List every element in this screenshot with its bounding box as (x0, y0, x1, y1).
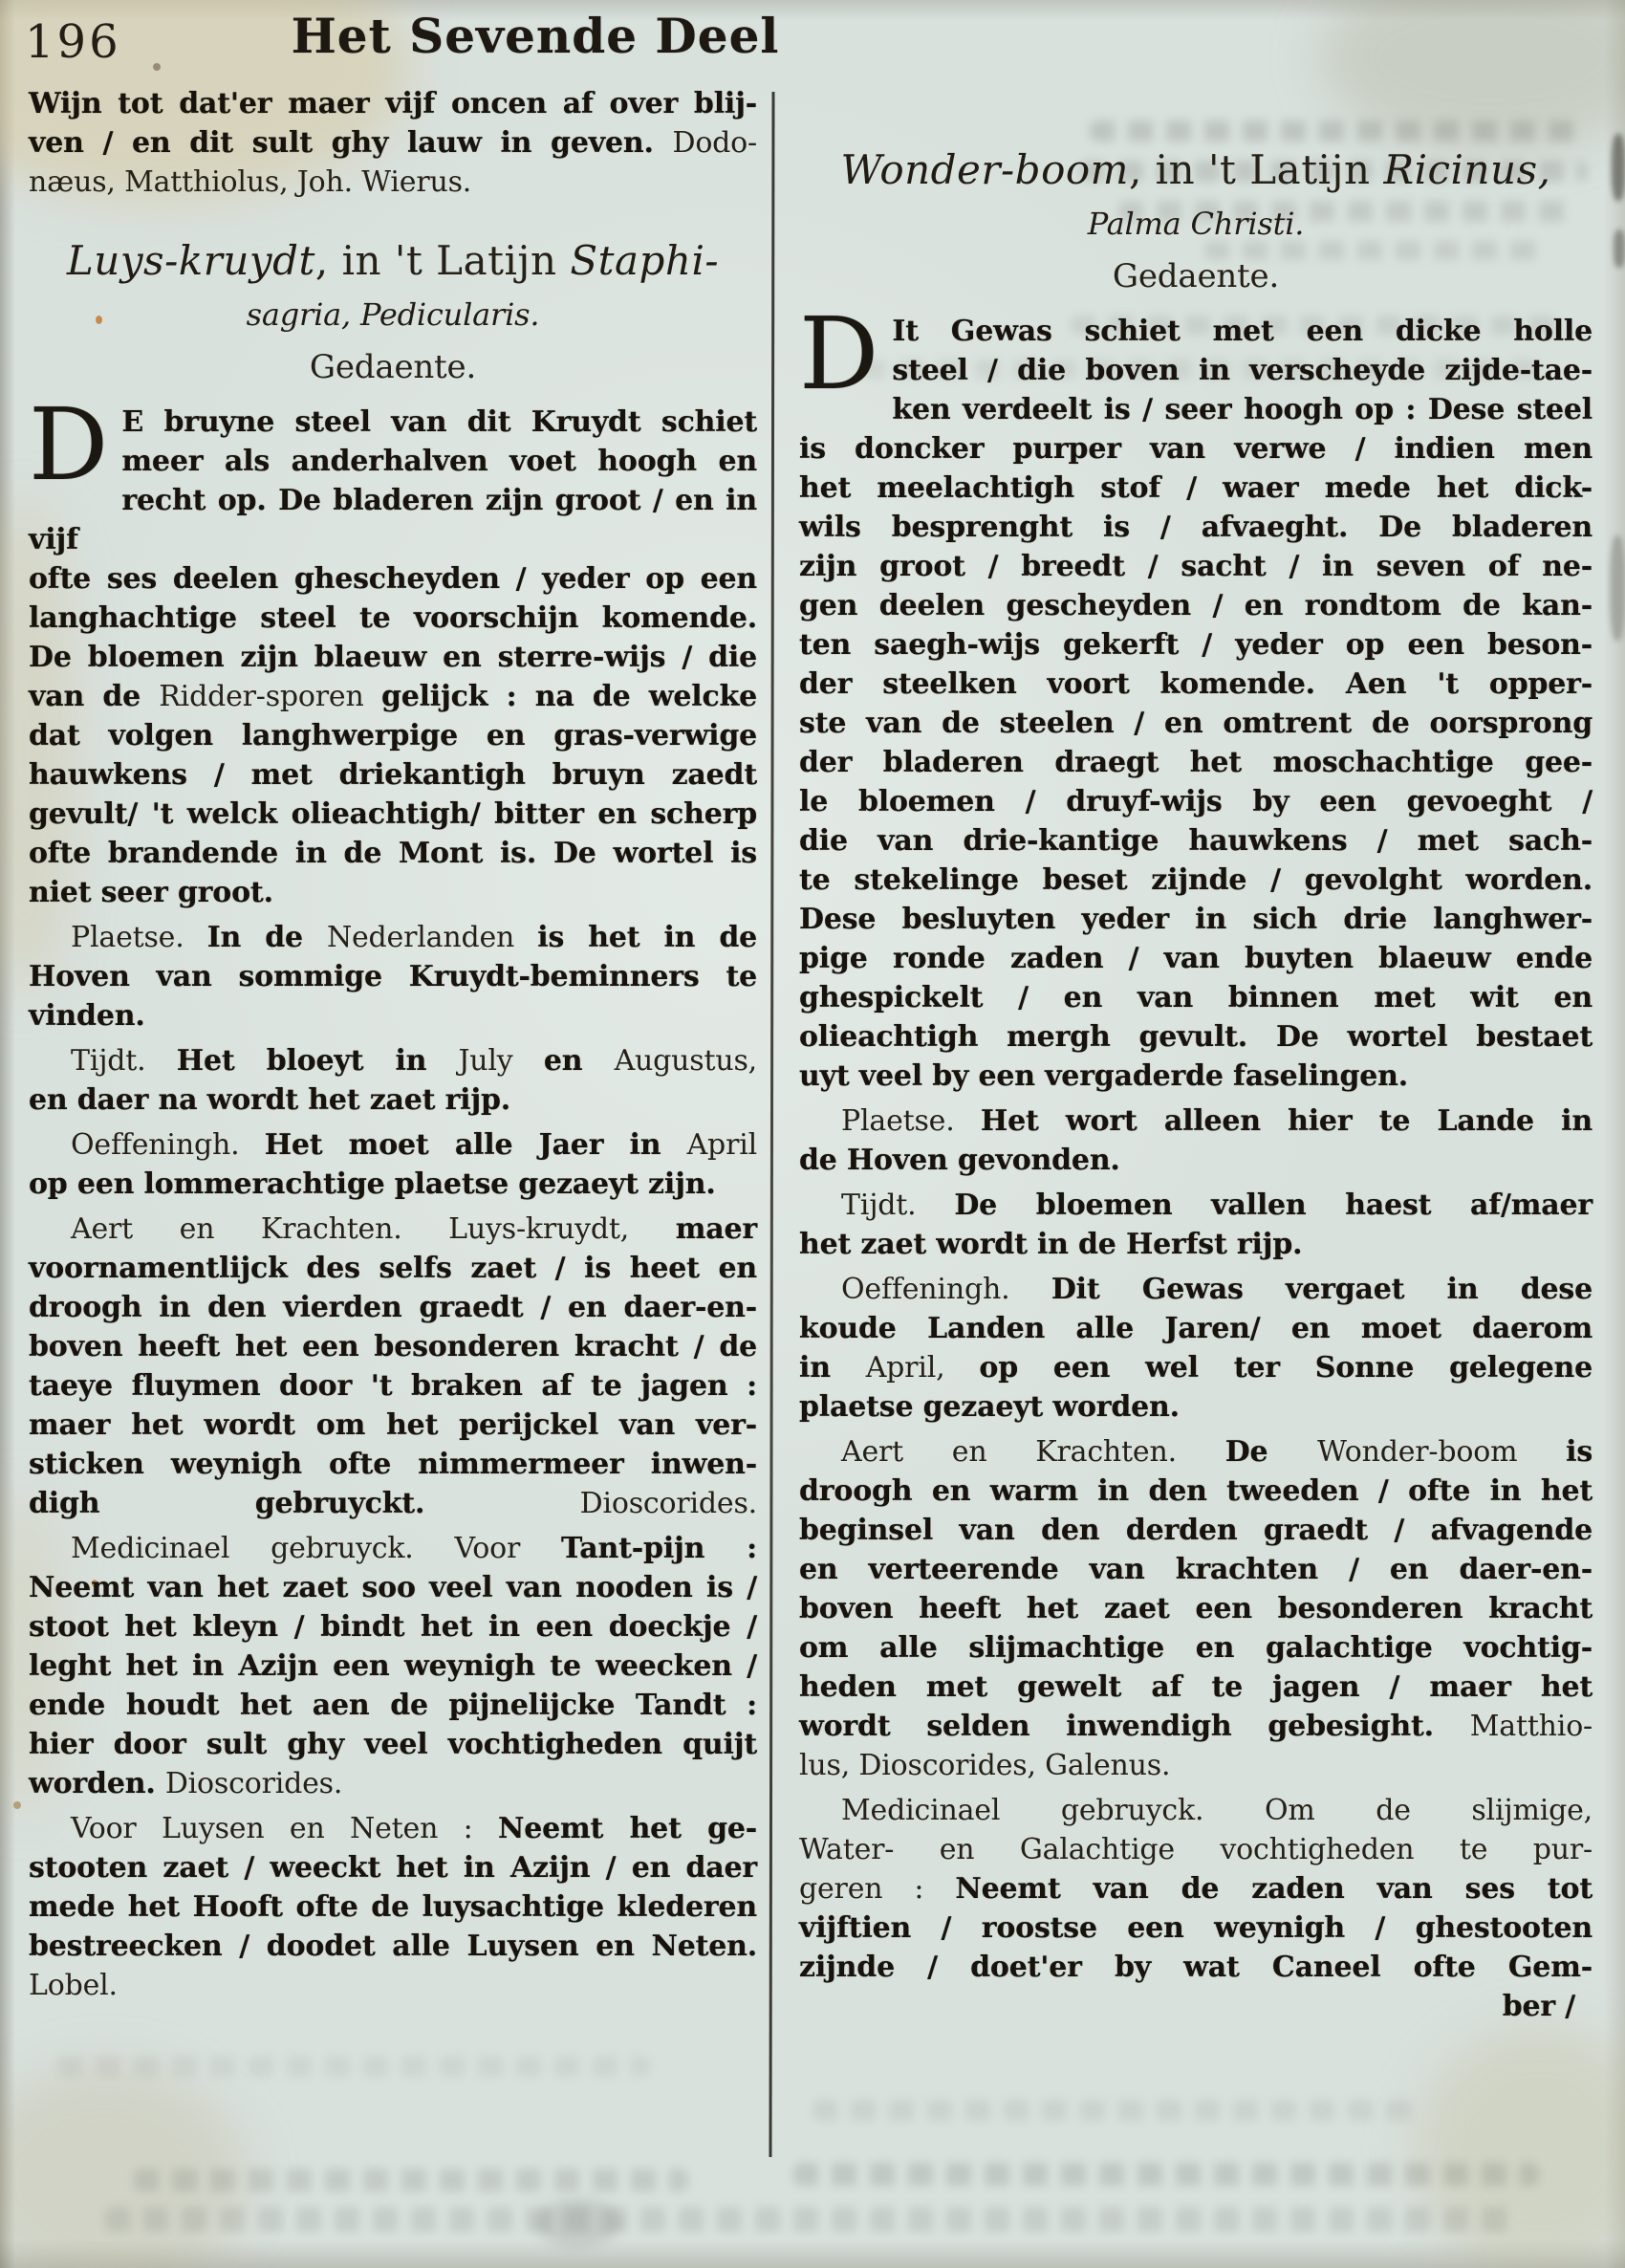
blackletter-text: recht op. De bladeren zijn groot / en in vijf (29, 484, 757, 556)
roman-text: , in 't Latijn (1128, 146, 1384, 193)
text-line (799, 1141, 1592, 1180)
blackletter-text: niet seer groot. (29, 876, 273, 909)
text-line (799, 429, 1592, 469)
paragraph (29, 386, 757, 912)
text-line (799, 1908, 1592, 1948)
roman-text: Dioscorides. (579, 1487, 757, 1520)
blackletter-text: pige ronde zaden / van buyten blaeuw ende (799, 942, 1592, 975)
blackletter-text: ven / en dit sult ghy lauw in geven. (29, 126, 673, 160)
text-line (29, 1529, 757, 1568)
blackletter-text: olieachtigh mergh gevult. De wortel bestaet (799, 1020, 1592, 1054)
text-line (799, 978, 1592, 1017)
paragraph (29, 1210, 757, 1523)
heading-line (799, 203, 1592, 245)
blackletter-text: mede het Hooft ofte de luysachtige klederen (29, 1890, 757, 1924)
italic-text: Wonder-boom (840, 146, 1129, 193)
paper-stain (1415, 2027, 1625, 2268)
text-line (799, 782, 1592, 821)
text-line (29, 1125, 757, 1165)
blackletter-text: Dese besluyten yeder in sich drie langhwer- (799, 903, 1592, 936)
text-line (29, 1327, 757, 1366)
roman-text: July (458, 1044, 544, 1078)
roman-text: Aert en Krachten. Luys-kruydt, (71, 1212, 676, 1246)
text-line (799, 743, 1592, 782)
blackletter-text: meer als anderhalven voet hoogh en (121, 445, 757, 478)
blackletter-text: ken verdeelt is / seer hoogh op : Dese steel (892, 393, 1592, 426)
roman-text: Nederlanden (326, 921, 538, 954)
blackletter-text: boven heeft het een besonderen kracht / de (29, 1330, 757, 1363)
roman-text: April (686, 1128, 757, 1162)
blackletter-text: It Gewas schiet met een dicke holle (892, 315, 1592, 348)
paragraph (29, 1529, 757, 1803)
text-line (29, 1366, 757, 1406)
page-edge-mark (1610, 535, 1625, 641)
text-line (799, 1511, 1592, 1550)
text-line (799, 547, 1592, 586)
roman-text: Augustus, (614, 1044, 757, 1078)
blackletter-text: ghespickelt / en van binnen met wit en (799, 981, 1592, 1014)
text-line (29, 795, 757, 834)
text-line (29, 1080, 757, 1120)
text-line (29, 918, 757, 957)
text-line (29, 996, 757, 1036)
roman-text: Wonder-boom (1317, 1435, 1567, 1469)
text-line (29, 1764, 757, 1803)
paragraph (799, 1270, 1592, 1427)
roman-text: Voor Luysen en Neten : (71, 1812, 499, 1845)
blackletter-text: zijnde / doet'er by wat Caneel ofte Gem- (799, 1951, 1592, 1984)
blackletter-text: heden met gewelt af te jagen / maer het (799, 1670, 1592, 1704)
blackletter-text: stooten zaet / weeckt het in Azijn / en daer (29, 1851, 757, 1885)
text-line (29, 1445, 757, 1484)
blackletter-text: uyt veel by een vergaderde faselingen. (799, 1059, 1409, 1093)
blackletter-text: der bladeren draegt het moschachtige gee- (799, 746, 1592, 779)
italic-text: Staphi- (570, 237, 720, 284)
blackletter-text: gelijck : na de welcke (380, 680, 757, 713)
text-line (29, 1165, 757, 1204)
blackletter-text: Dit Gewas vergaet in dese (1051, 1273, 1592, 1306)
blackletter-text: leght het in Azijn een weynigh te weecken / (29, 1649, 757, 1683)
blackletter-text: maer het wordt om het perijckel van ver- (29, 1408, 757, 1442)
blackletter-text: Hoven van sommige Kruydt-beminners te (29, 960, 757, 993)
text-line (799, 390, 1592, 429)
heading-line (29, 343, 757, 391)
roman-text: Lobel. (29, 1969, 118, 2002)
heading-line (29, 234, 757, 288)
blackletter-text: bestreecken / doodet alle Luysen en Neten. (29, 1930, 757, 1963)
text-line (799, 1387, 1592, 1427)
text-line (29, 1484, 757, 1523)
blackletter-text: vinden. (29, 999, 145, 1033)
paragraph (799, 1101, 1592, 1180)
ink-speck (153, 63, 161, 71)
text-line (29, 1210, 757, 1249)
text-line (799, 1101, 1592, 1141)
text-line (799, 821, 1592, 861)
bleedthrough-smudge (1090, 120, 1587, 142)
roman-text: lus, Dioscorides, Galenus. (799, 1749, 1171, 1782)
text-line (29, 442, 757, 481)
heading-line (799, 143, 1592, 197)
blackletter-text: ten saegh-wijs gekerft / yeder op een beson- (799, 628, 1592, 662)
roman-text: Plaetse. (71, 921, 207, 954)
blackletter-text: en (543, 1044, 615, 1078)
roman-text: Medicinael gebruyck. Voor (71, 1532, 562, 1565)
blackletter-text: droogh in den vierden graedt / en daer-en- (29, 1291, 757, 1324)
page-edge-mark (1614, 229, 1625, 268)
paragraph (29, 1809, 757, 2005)
blackletter-text: wils besprenght is / afvaeght. De bladeren (799, 511, 1592, 544)
blackletter-text: le bloemen / druyf-wijs by een gevoeght / (799, 785, 1592, 818)
blackletter-text: der steelken voort komende. Aen 't opper- (799, 667, 1592, 701)
text-line (29, 1249, 757, 1288)
blackletter-text: Neemt van het zaet soo veel van nooden is / (29, 1571, 757, 1604)
blackletter-text: taeye fluymen door 't braken af te jagen : (29, 1369, 757, 1403)
paper-stain (0, 2065, 249, 2268)
roman-text: Tijdt. (71, 1044, 177, 1078)
section-heading (799, 143, 1592, 300)
blackletter-text: beginsel van den derden graedt / afvagende (799, 1514, 1592, 1547)
roman-text: Ridder-sporen (159, 680, 381, 713)
column-divider-rule (769, 92, 774, 2157)
blackletter-text: Het wort alleen hier te Lande in (980, 1104, 1592, 1138)
text-line (29, 1966, 757, 2005)
text-line (29, 1848, 757, 1887)
text-line (799, 1628, 1592, 1668)
text-line (29, 716, 757, 755)
blackletter-text: langhachtige steel te voorschijn komende. (29, 601, 757, 635)
text-line (799, 1348, 1592, 1387)
text-line (799, 1830, 1592, 1869)
blackletter-text: maer (675, 1212, 757, 1246)
left-column (29, 84, 757, 2005)
blackletter-text: ofte ses deelen ghescheyden / yeder op een (29, 562, 757, 596)
roman-text: April, (865, 1351, 980, 1385)
text-line (799, 1668, 1592, 1707)
roman-text: Plaetse. (841, 1104, 981, 1138)
paragraph (799, 295, 1592, 1096)
blackletter-text: te stekelinge beset zijnde / gevolght worden. (799, 863, 1592, 897)
blackletter-text: plaetse gezaeyt worden. (799, 1390, 1180, 1424)
text-line (799, 939, 1592, 978)
text-line (799, 625, 1592, 665)
blackletter-text: zijn groot / breedt / sacht / in seven of ne- (799, 550, 1592, 583)
blackletter-text: ofte brandende in de Mont is. De wortel is (29, 837, 757, 870)
blackletter-text: dat volgen langhwerpige en gras-verwige (29, 719, 757, 752)
blackletter-text: boven heeft het zaet een besonderen kracht (799, 1592, 1592, 1625)
blackletter-text: op een lommerachtige plaetse gezaeyt zijn. (29, 1167, 716, 1201)
blackletter-text: ste van de steelen / en omtrent de oorsprong (799, 707, 1592, 740)
blackletter-text: hier door sult ghy veel vochtigheden quijt (29, 1728, 757, 1761)
text-line (799, 351, 1592, 390)
text-line (799, 1550, 1592, 1589)
text-line (799, 1225, 1592, 1264)
text-line (799, 900, 1592, 939)
blackletter-text: Het bloeyt in (176, 1044, 459, 1078)
text-line (799, 1472, 1592, 1511)
blackletter-text: is het in de (537, 921, 757, 954)
text-line (799, 508, 1592, 547)
blackletter-text: steel / die boven in verscheyde zijde-tae- (892, 354, 1592, 387)
roman-text: Dodo- (672, 126, 757, 160)
bleedthrough-smudge (105, 2207, 1520, 2232)
text-line (799, 1270, 1592, 1309)
paragraph (29, 918, 757, 1036)
roman-text: Water- en Galachtige vochtigheden te pur- (799, 1833, 1592, 1866)
text-line (799, 861, 1592, 900)
blackletter-text: en verteerende van krachten / en daer-en- (799, 1553, 1592, 1586)
italic-text: Ricinus, (1383, 146, 1551, 193)
roman-text: Tijdt. (841, 1189, 955, 1222)
blackletter-text: ende houdt het aen de pijnelijcke Tandt : (29, 1689, 757, 1722)
right-column (799, 143, 1592, 2026)
blackletter-text: van de (29, 680, 160, 713)
running-title: Het Sevende Deel (291, 8, 780, 64)
blackletter-text: gen deelen gescheyden / en rondtom de kan- (799, 589, 1592, 622)
text-line (799, 1432, 1592, 1472)
text-line (29, 638, 757, 677)
bleedthrough-smudge (134, 2169, 688, 2192)
text-line (799, 1309, 1592, 1348)
text-line (29, 1887, 757, 1927)
text-line (799, 1057, 1592, 1096)
bleedthrough-smudge (57, 2056, 650, 2077)
blackletter-text: In de (206, 921, 327, 954)
text-line (799, 586, 1592, 625)
blackletter-text: De (1224, 1435, 1318, 1469)
blackletter-text: op een wel ter Sonne gelegene (979, 1351, 1592, 1385)
blackletter-text: Wijn tot dat'er maer vijf oncen af over blij- (29, 87, 757, 120)
heading-line (799, 252, 1592, 300)
text-line (29, 1041, 757, 1080)
text-line (29, 1646, 757, 1686)
blackletter-text: is doncker purper van verwe / indien men (799, 432, 1592, 466)
blackletter-text: het zaet wordt in de Herfst rijp. (799, 1228, 1303, 1261)
roman-text: Oeffeningh. (841, 1273, 1051, 1306)
blackletter-text: ber / (1502, 1990, 1575, 2023)
paragraph (799, 1186, 1592, 1264)
blackletter-text: om alle slijmachtige en galachtige vochtig- (799, 1631, 1592, 1665)
page-number: 196 (25, 15, 121, 69)
blackletter-text: gevult/ 't welck olieachtigh/ bitter en scherp (29, 797, 757, 831)
blackletter-text: die van drie-kantige hauwkens / met sach- (799, 824, 1592, 858)
text-line (29, 1568, 757, 1607)
catchword (799, 1987, 1592, 2026)
text-line (29, 1927, 757, 1966)
text-line (29, 1686, 757, 1725)
section-heading (29, 234, 757, 391)
text-line (29, 755, 757, 795)
text-line (29, 834, 757, 873)
text-line (29, 873, 757, 912)
page-edge-mark (1612, 134, 1625, 201)
bleedthrough-smudge (812, 2100, 1424, 2121)
blackletter-text: vijftien / roostse een weynigh / ghestooten (799, 1911, 1592, 1945)
paragraph (799, 1791, 1592, 2026)
blackletter-text: digh gebruyckt. (29, 1487, 580, 1520)
italic-text: sagria, Pedicularis. (246, 296, 540, 333)
paragraph (29, 1041, 757, 1120)
text-line (29, 957, 757, 996)
blackletter-text: hauwkens / met driekantigh bruyn zaedt (29, 758, 757, 792)
blackletter-text: de Hoven gevonden. (799, 1144, 1120, 1177)
roman-text: Dioscorides. (164, 1767, 343, 1800)
drop-cap: D (29, 386, 109, 503)
roman-text: Matthio- (1469, 1710, 1592, 1743)
blackletter-text: wordt selden inwendigh gebesight. (799, 1710, 1470, 1743)
roman-text: Aert en Krachten. (841, 1435, 1225, 1469)
text-line (799, 1017, 1592, 1057)
text-line (29, 1288, 757, 1327)
blackletter-text: Het moet alle Jaer in (264, 1128, 687, 1162)
blackletter-text: voornamentlijck des selfs zaet / is heet en (29, 1252, 757, 1285)
blackletter-text: De bloemen zijn blaeuw en sterre-wijs / die (29, 641, 757, 674)
text-line (29, 123, 757, 163)
text-line (799, 1791, 1592, 1830)
ink-speck (13, 1801, 21, 1809)
roman-text: Gedaente. (1112, 257, 1280, 295)
text-line (29, 559, 757, 599)
text-line (29, 163, 757, 202)
text-line (799, 1589, 1592, 1628)
blackletter-text: E bruyne steel van dit Kruydt schiet (121, 405, 757, 439)
text-line (799, 665, 1592, 704)
text-line (29, 481, 757, 559)
blackletter-text: Tant-pijn : (561, 1532, 757, 1565)
text-line (799, 312, 1592, 351)
italic-text: Palma Christi. (1087, 206, 1305, 242)
blackletter-text: is (1566, 1435, 1593, 1469)
blackletter-text: sticken weynigh ofte nimmermeer inwen- (29, 1448, 757, 1481)
roman-text: Gedaente. (309, 348, 477, 386)
text-line (799, 1186, 1592, 1225)
text-line (799, 1948, 1592, 1987)
text-line (799, 1707, 1592, 1746)
text-line (29, 403, 757, 442)
text-line (799, 704, 1592, 743)
blackletter-text: Neemt het ge- (498, 1812, 757, 1845)
bleedthrough-smudge (793, 2163, 1539, 2186)
text-line (799, 469, 1592, 508)
paragraph (29, 84, 757, 202)
roman-text: næus, Matthiolus, Joh. Wierus. (29, 165, 472, 199)
paragraph (799, 1432, 1592, 1785)
blackletter-text: De bloemen vallen haest af/maer (954, 1189, 1592, 1222)
paragraph (29, 1125, 757, 1204)
blackletter-text: stoot het kleyn / bindt het in een doeckje / (29, 1610, 757, 1644)
roman-text: geren : (799, 1872, 956, 1906)
italic-text: Luys-kruydt (66, 237, 315, 284)
text-line (799, 1746, 1592, 1785)
heading-line (29, 294, 757, 336)
text-line (29, 1725, 757, 1764)
drop-cap: D (799, 295, 879, 412)
blackletter-text: worden. (29, 1767, 165, 1800)
text-line (29, 1809, 757, 1848)
blackletter-text: droogh en warm in den tweeden / ofte in het (799, 1474, 1592, 1508)
roman-text: Medicinael gebruyck. Om de slijmige, (841, 1794, 1592, 1827)
blackletter-text: en daer na wordt het zaet rijp. (29, 1083, 511, 1117)
text-line (799, 1869, 1592, 1908)
bleedthrough-smudge (535, 2199, 621, 2247)
roman-text: , in 't Latijn (314, 237, 571, 284)
blackletter-text: in (799, 1351, 866, 1385)
roman-text: Oeffeningh. (71, 1128, 265, 1162)
text-line (29, 84, 757, 123)
text-line (29, 1607, 757, 1646)
blackletter-text: koude Landen alle Jaren/ en moet daerom (799, 1312, 1592, 1345)
blackletter-text: het meelachtigh stof / waer mede het dick- (799, 471, 1592, 505)
text-line (29, 599, 757, 638)
text-line (29, 677, 757, 716)
text-line (29, 1406, 757, 1445)
blackletter-text: Neemt van de zaden van ses tot (955, 1872, 1592, 1906)
